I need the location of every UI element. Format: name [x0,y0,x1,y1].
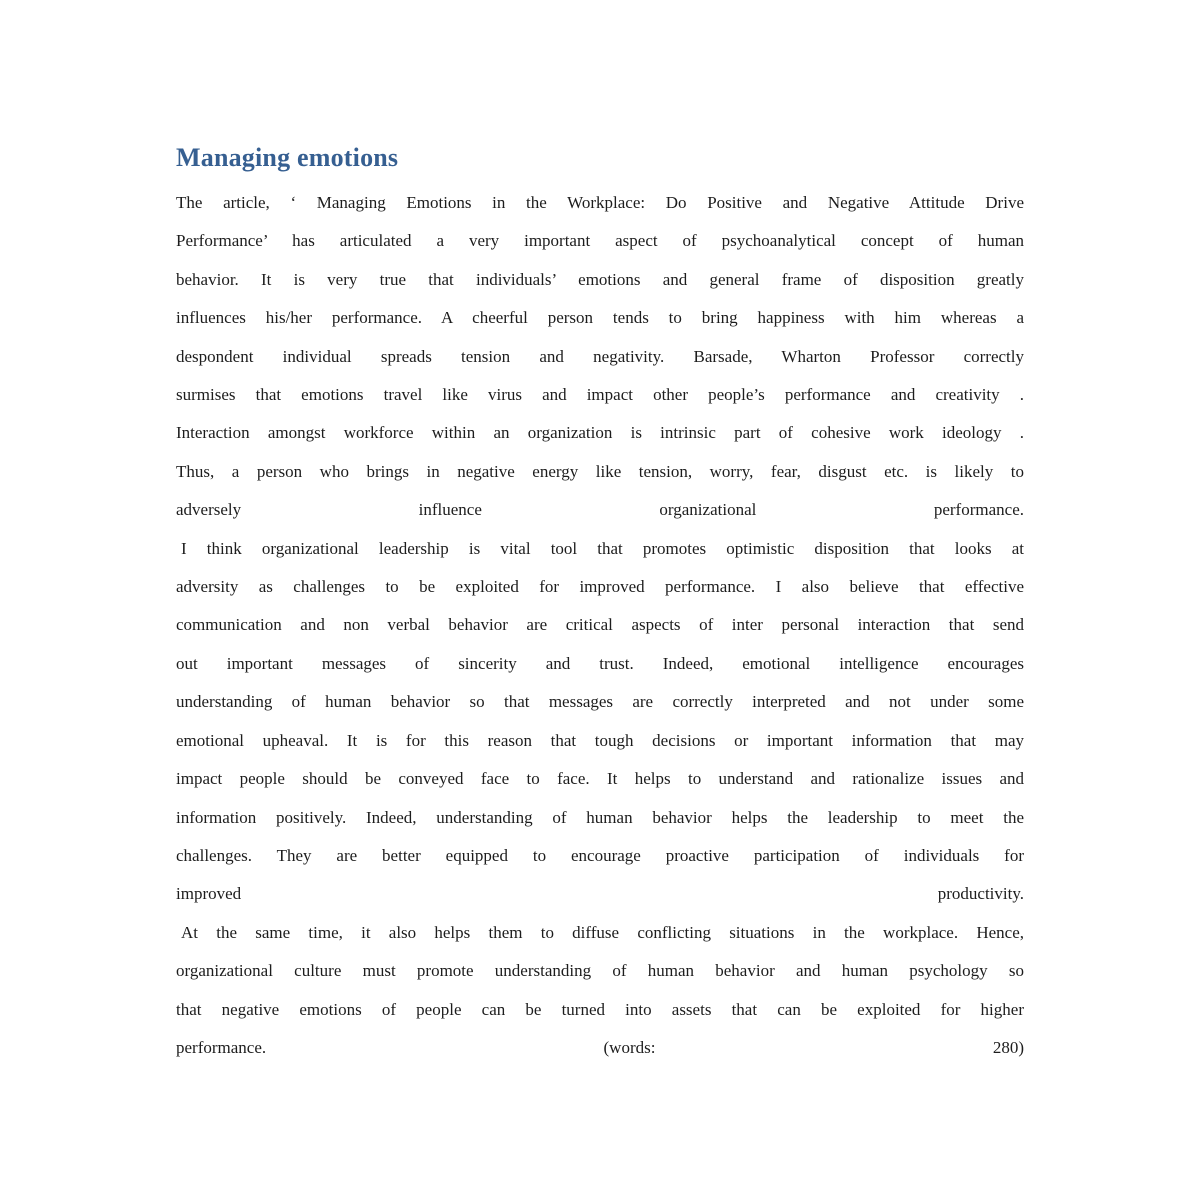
text-line: Thus, a person who brings in negative energy like tension, worry, fear, disgust etc. is likely to [176,461,1024,481]
text-line: communication and non verbal behavior are critical aspects of inter personal interaction that send [176,615,1024,635]
text-line: performance. (words: 280) [176,1037,1024,1057]
text-line: The article, ‘ Managing Emotions in the Workplace: Do Positive and Negative Attitude Drive [176,193,1024,212]
document-heading: Managing emotions [176,143,399,172]
text-line: emotional upheaval. It is for this reason that tough decisions or important information that may [176,730,1024,750]
text-line: adversely influence organizational performance. [176,500,1024,520]
text-line: I think organizational leadership is vital tool that promotes optimistic disposition that looks at [181,538,1024,558]
text-line: behavior. It is very true that individuals’ emotions and general frame of disposition greatly [176,269,1024,289]
text-line: understanding of human behavior so that messages are correctly interpreted and not under some [176,692,1024,712]
text-line: At the same time, it also helps them to diffuse conflicting situations in the workplace. Hence, [181,922,1024,942]
text-line: out important messages of sincerity and trust. Indeed, emotional intelligence encourages [176,653,1024,673]
text-line: despondent individual spreads tension and negativity. Barsade, Wharton Professor correctly [176,346,1024,366]
text-line: Performance’ has articulated a very important aspect of psychoanalytical concept of human [176,231,1024,251]
text-line: that negative emotions of people can be turned into assets that can be exploited for higher [176,999,1024,1019]
text-line: organizational culture must promote understanding of human behavior and human psychology so [176,961,1024,981]
text-line: Interaction amongst workforce within an organization is intrinsic part of cohesive work ideology . [176,423,1024,443]
text-line: adversity as challenges to be exploited for improved performance. I also believe that effective [176,577,1024,597]
text-line: influences his/her performance. A cheerful person tends to bring happiness with him whereas a [176,308,1024,328]
document-body [176,184,1024,1067]
text-line: improved productivity. [176,884,1024,904]
text-line: impact people should be conveyed face to face. It helps to understand and rationalize issues and [176,769,1024,789]
text-line: surmises that emotions travel like virus and impact other people’s performance and creativity . [176,385,1024,405]
text-line: challenges. They are better equipped to encourage proactive participation of individuals for [176,845,1024,865]
text-line: information positively. Indeed, understanding of human behavior helps the leadership to meet the [176,807,1024,827]
